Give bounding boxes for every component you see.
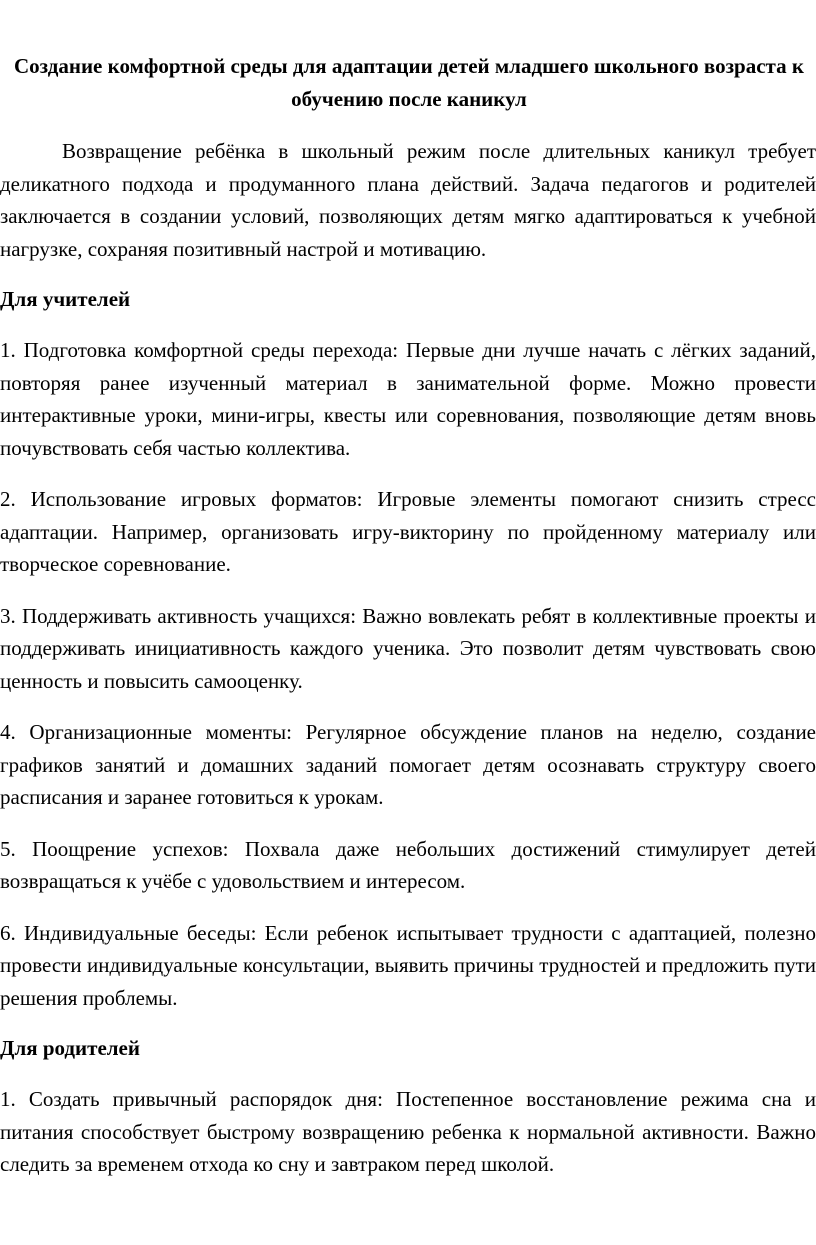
- teachers-item-5: 5. Поощрение успехов: Похвала даже небольших достижений стимулирует детей возвращаться к учёбе с удовольствием и интересом.: [0, 836, 816, 893]
- intro-paragraph: Возвращение ребёнка в школьный режим после длительных каникул требует деликатного подхода и продуманного плана действий. Задача педагогов и родителей заключается в создании условий, позволяющих детям мягко адаптироваться к учебной нагрузке, сохраняя позитивный настрой и мотивацию.: [0, 139, 816, 261]
- parents-item-1: 1. Создать привычный распорядок дня: Постепенное восстановление режима сна и питания способствует быстрому возвращению ребенка к нормальной активности. Важно следить за временем отхода ко сну и завтраком перед школой.: [0, 1087, 816, 1176]
- teachers-item-1: 1. Подготовка комфортной среды перехода: Первые дни лучше начать с лёгких заданий, повторяя ранее изученный материал в занимательной форме. Можно провести интерактивные уроки, мини-игры, квесты или соревнования, позволяющие детям вновь почувствовать себя частью коллектива.: [0, 338, 816, 460]
- document-title: Создание комфортной среды для адаптации детей младшего школьного возраста к обучению после каникул: [14, 54, 804, 111]
- teachers-item-3: 3. Поддерживать активность учащихся: Важно вовлекать ребят в коллективные проекты и поддерживать инициативность каждого ученика. Это позволит детям чувствовать свою ценность и повысить самооценку.: [0, 603, 816, 693]
- section-heading-parents: Для родителей: [0, 1036, 140, 1060]
- teachers-item-4: 4. Организационные моменты: Регулярное обсуждение планов на неделю, создание графиков занятий и домашних заданий помогает детям осознавать структуру своего расписания и заранее готовиться к урокам.: [0, 720, 816, 809]
- teachers-item-6: 6. Индивидуальные беседы: Если ребенок испытывает трудности с адаптацией, полезно провести индивидуальные консультации, выявить причины трудностей и предложить пути решения проблемы.: [0, 920, 816, 1010]
- teachers-item-2: 2. Использование игровых форматов: Игровые элементы помогают снизить стресс адаптации. Например, организовать игру-викторину по пройденному материалу или творческое соревнование.: [0, 487, 816, 576]
- section-heading-teachers: Для учителей: [0, 287, 131, 311]
